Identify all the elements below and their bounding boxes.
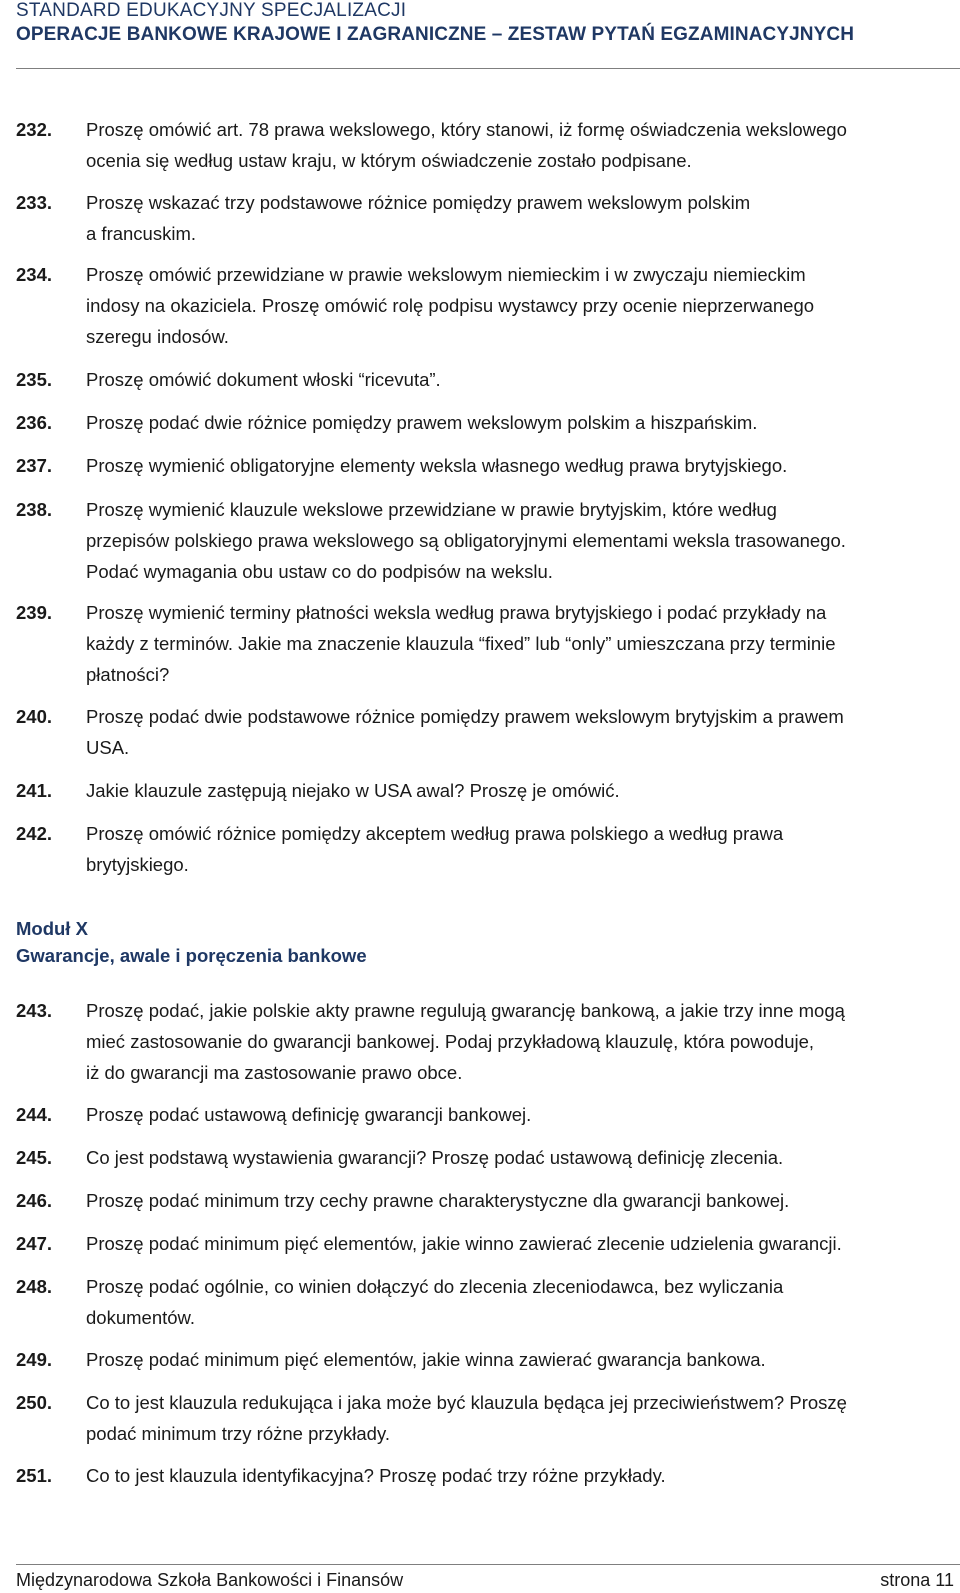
question-line: przepisów polskiego prawa wekslowego są obligatoryjnymi elementami weksla trasowanego. [86,530,846,551]
page-number: strona 11 [880,1570,954,1590]
question-line: podać minimum trzy różne przykłady. [86,1423,390,1444]
question-number: 247. [16,1233,53,1254]
question-line: Proszę podać dwie różnice pomiędzy prawem wekslowym polskim a hiszpańskim. [86,412,758,433]
module-subtitle: Gwarancje, awale i poręczenia bankowe [16,945,367,966]
question-line: indosy na okaziciela. Proszę omówić rolę podpisu wystawcy przy ocenie nieprzerwanego [86,295,815,316]
question-number: 233. [16,192,53,213]
question-text [86,494,960,587]
question-number: 238. [16,499,53,520]
question-item [16,597,960,690]
question-line: a francuskim. [86,223,197,244]
question-item [16,1099,960,1130]
question-number: 251. [16,1465,53,1486]
question-number: 237. [16,455,53,476]
question-line: Proszę podać ustawową definicję gwarancji bankowej. [86,1104,532,1125]
question-number: 242. [16,823,53,844]
question-line: Co to jest klauzula identyfikacyjna? Proszę podać trzy różne przykłady. [86,1465,666,1486]
question-number: 236. [16,412,53,433]
question-item [16,1460,960,1491]
header-title: STANDARD EDUKACYJNY SPECJALIZACJI [16,0,407,21]
question-item [16,450,960,481]
module-title: Moduł X [16,918,88,939]
question-item [16,494,960,587]
question-number: 239. [16,602,53,623]
question-item [16,818,960,880]
question-number: 245. [16,1147,53,1168]
question-item [16,1387,960,1449]
question-item [16,1228,960,1259]
question-text [86,1185,960,1216]
question-text [86,1344,960,1375]
question-line: Co jest podstawą wystawienia gwarancji? Proszę podać ustawową definicję zlecenia. [86,1147,784,1168]
question-text [86,701,960,763]
question-number: 240. [16,706,53,727]
question-number: 241. [16,780,53,801]
header-subtitle: OPERACJE BANKOWE KRAJOWE I ZAGRANICZNE – ZESTAW PYTAŃ EGZAMINACYJNYCH [16,24,855,45]
question-number: 234. [16,264,53,285]
question-text [86,1099,960,1130]
question-item [16,187,960,249]
question-text [86,1460,960,1491]
question-line: Proszę omówić art. 78 prawa wekslowego, który stanowi, iż formę oświadczenia wekslowego [86,119,847,140]
question-text [86,259,960,352]
question-line: każdy z terminów. Jakie ma znaczenie klauzula “fixed” lub “only” umieszczana przy terminie [86,633,836,654]
question-item [16,364,960,395]
page-footer [16,1569,954,1591]
question-line: szeregu indosów. [86,326,229,347]
question-line: brytyjskiego. [86,854,189,875]
question-text [86,187,960,249]
question-number: 249. [16,1349,53,1370]
question-text [86,407,960,438]
question-item [16,114,960,176]
question-number: 250. [16,1392,53,1413]
question-line: Proszę wymienić obligatoryjne elementy weksla własnego według prawa brytyjskiego. [86,455,788,476]
question-item [16,1271,960,1333]
question-text [86,597,960,690]
question-text [86,1228,960,1259]
question-line: Podać wymagania obu ustaw co do podpisów na wekslu. [86,561,553,582]
question-text [86,364,960,395]
question-line: Co to jest klauzula redukująca i jaka może być klauzula będąca jej przeciwieństwem? Proszę [86,1392,847,1413]
question-line: Proszę wskazać trzy podstawowe różnice pomiędzy prawem wekslowym polskim [86,192,751,213]
question-line: ocenia się według ustaw kraju, w którym oświadczenie zostało podpisane. [86,150,692,171]
question-line: USA. [86,737,130,758]
question-text [86,775,960,806]
question-line: Proszę podać minimum pięć elementów, jakie winna zawierać gwarancja bankowa. [86,1349,766,1370]
question-text [86,1271,960,1333]
question-text [86,114,960,176]
question-item [16,995,960,1088]
question-line: Proszę omówić różnice pomiędzy akceptem według prawa polskiego a według prawa [86,823,784,844]
question-line: mieć zastosowanie do gwarancji bankowej. Podaj przykładową klauzulę, która powoduje, [86,1031,815,1052]
question-line: Proszę podać, jakie polskie akty prawne regulują gwarancję bankową, a jakie trzy inne mogą [86,1000,845,1021]
question-number: 246. [16,1190,53,1211]
question-line: dokumentów. [86,1307,196,1328]
question-line: Proszę podać dwie podstawowe różnice pomiędzy prawem wekslowym brytyjskim a prawem [86,706,844,727]
question-line: Proszę wymienić klauzule wekslowe przewidziane w prawie brytyjskim, które według [86,499,777,520]
question-number: 232. [16,119,53,140]
question-line: Proszę wymienić terminy płatności weksla według prawa brytyjskiego i podać przykłady na [86,602,827,623]
question-line: Proszę podać ogólnie, co winien dołączyć do zlecenia zleceniodawca, bez wyliczania [86,1276,784,1297]
question-line: Proszę podać minimum pięć elementów, jakie winno zawierać zlecenie udzielenia gwarancji. [86,1233,842,1254]
question-item [16,259,960,352]
question-line: iż do gwarancji ma zastosowanie prawo obce. [86,1062,463,1083]
question-number: 243. [16,1000,53,1021]
question-line: Jakie klauzule zastępują niejako w USA awal? Proszę je omówić. [86,780,620,801]
question-line: płatności? [86,664,170,685]
question-item [16,407,960,438]
footer-institution: Międzynarodowa Szkoła Bankowości i Finansów [16,1570,404,1590]
module-heading [16,915,367,969]
question-text [86,995,960,1088]
question-text [86,818,960,880]
question-text [86,1142,960,1173]
question-item [16,775,960,806]
question-item [16,1142,960,1173]
page-header [16,0,960,48]
question-line: Proszę podać minimum trzy cechy prawne charakterystyczne dla gwarancji bankowej. [86,1190,790,1211]
question-number: 235. [16,369,53,390]
question-item [16,701,960,763]
question-number: 248. [16,1276,53,1297]
question-item [16,1185,960,1216]
question-line: Proszę omówić przewidziane w prawie wekslowym niemieckim i w zwyczaju niemieckim [86,264,806,285]
question-number: 244. [16,1104,53,1125]
header-divider [16,68,960,69]
footer-divider [16,1564,960,1565]
question-text [86,1387,960,1449]
question-text [86,450,960,481]
question-line: Proszę omówić dokument włoski “ricevuta”. [86,369,441,390]
question-item [16,1344,960,1375]
